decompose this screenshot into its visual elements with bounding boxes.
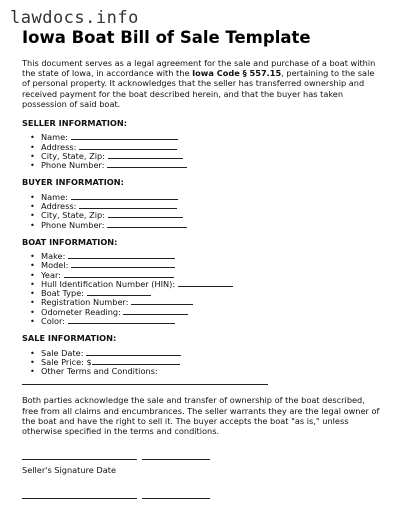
field-item [30,201,382,210]
field-label: Name: [41,132,68,143]
field-label: Sale Price: $ [41,356,92,367]
field-label: Phone Number: [41,219,105,230]
field-item [30,297,382,306]
field-item [30,151,382,160]
blank-line [79,202,177,209]
boat-fields [30,251,382,325]
sale-heading: SALE INFORMATION: [22,333,117,344]
field-label: Sale Date: [41,347,84,358]
document-title: Iowa Boat Bill of Sale Template [22,28,311,47]
field-item [30,251,382,260]
field-label: Phone Number: [41,160,105,171]
blank-line [68,317,175,324]
blank-line [178,280,233,287]
buyer-fields [30,192,382,229]
blank-line [92,358,180,365]
field-item [30,132,382,141]
field-item [30,307,382,316]
blank-line [71,193,178,200]
date-line [142,493,210,499]
boat-heading: BOAT INFORMATION: [22,236,118,247]
field-item [30,316,382,325]
terms-blank-line [22,379,268,385]
seller-fields [30,132,382,169]
field-label: City, State, Zip: [41,210,105,221]
blank-line [79,143,177,150]
field-item [30,357,382,366]
field-label: Make: [41,251,66,261]
site-label: lawdocs.info [10,8,139,28]
blank-line [71,133,178,140]
blank-line [108,211,183,218]
blank-line [64,271,174,278]
field-label: Model: [41,260,69,271]
intro-text-end: , pertaining to the sale of personal property. It acknowledges that the seller has transferred ownership and received payment for the boat described herein, and that the buyer has taken possession of said boat. [22,68,375,109]
field-item [30,260,382,269]
seller-signature-label: Seller's Signature Date [22,465,116,476]
sale-fields [30,348,382,376]
field-label: Address: [41,200,77,211]
blank-line [131,298,193,305]
blank-line [68,252,175,259]
field-label: Registration Number: [41,297,129,308]
seller-heading: SELLER INFORMATION: [22,118,127,129]
date-line [142,454,210,460]
field-label: Name: [41,191,68,202]
statute-reference: Iowa Code § 557.15 [192,68,282,79]
closing-paragraph: Both parties acknowledge the sale and transfer of ownership of the boat described, free from all claims and encumbrances. The seller warrants they are the legal owner of the boat and have the right to sell it. The buyer accepts the boat "as is," unless otherwise specified in the terms and conditions. [22,395,380,437]
buyer-signature-lines [22,493,382,499]
blank-line [87,289,151,296]
signature-line [22,493,137,499]
intro-paragraph [22,58,382,109]
buyer-heading: BUYER INFORMATION: [22,177,124,188]
intro-text: This document serves as a legal agreement for the sale and purchase of a boat within the state of Iowa, in accordance with the [22,58,376,79]
signature-line [22,454,137,460]
seller-signature-lines [22,454,382,460]
field-label: Boat Type: [41,288,85,299]
field-label: Year: [41,269,61,280]
field-item [30,366,382,375]
blank-line [107,221,187,228]
field-label: Other Terms and Conditions: [41,366,158,377]
blank-line [107,161,187,168]
document-body [22,58,382,504]
blank-line [123,308,188,315]
field-label: City, State, Zip: [41,150,105,161]
field-item [30,288,382,297]
field-item [30,270,382,279]
blank-line [108,152,183,159]
field-label: Odometer Reading: [41,306,121,317]
blank-line [86,349,181,356]
field-label: Color: [41,316,65,327]
field-label: Address: [41,141,77,152]
field-item [30,220,382,229]
field-item [30,279,382,288]
field-item [30,160,382,169]
field-item [30,192,382,201]
field-label: Hull Identification Number (HIN): [41,278,176,289]
field-item [30,142,382,151]
field-item [30,348,382,357]
blank-line [71,261,175,268]
field-item [30,210,382,219]
